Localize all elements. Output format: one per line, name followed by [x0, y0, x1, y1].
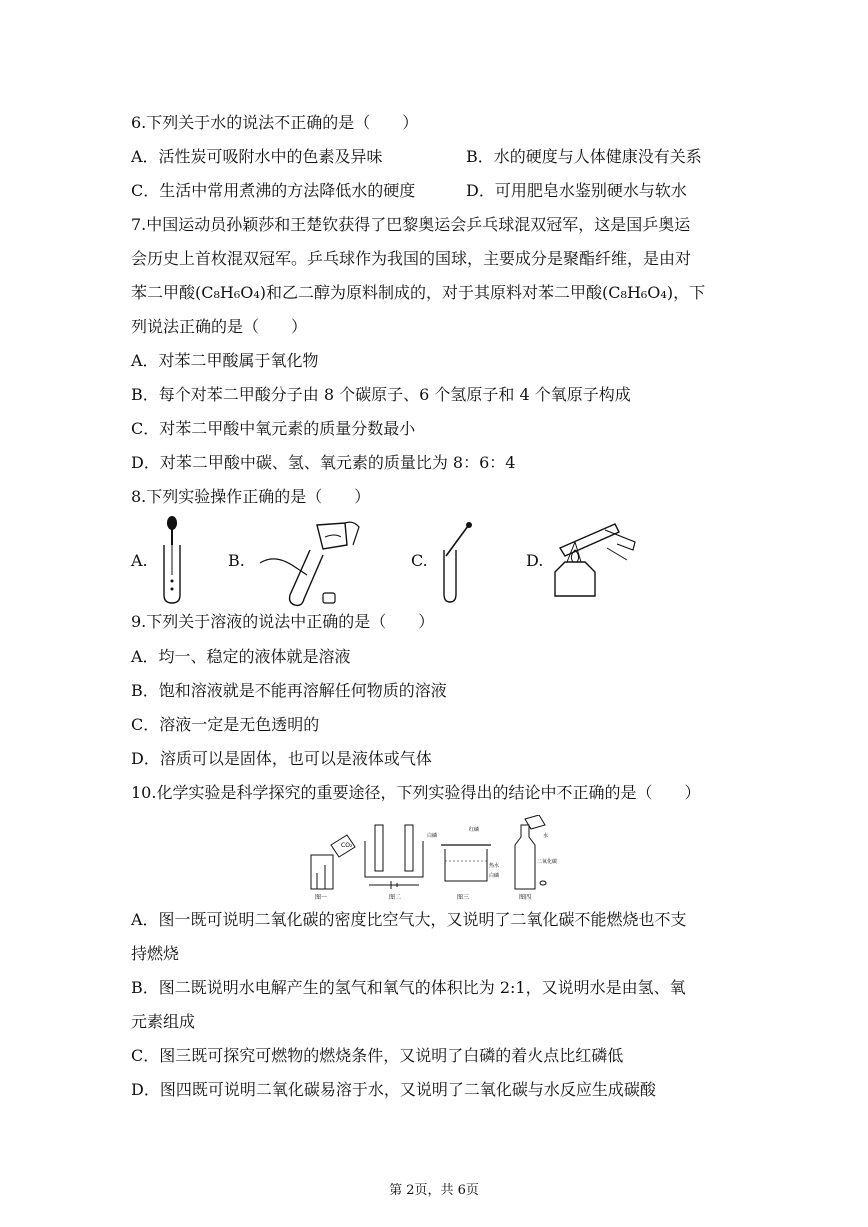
q10-option-d: D．图四既可说明二氧化碳易溶于水，又说明了二氧化碳与水反应生成碳酸	[131, 1080, 656, 1099]
q10-option-a-line-1: A．图一既可说明二氧化碳的密度比空气大，又说明了二氧化碳不能燃烧也不支	[131, 910, 687, 929]
figure-4-water-text: 水	[543, 833, 549, 839]
figure-2-label: 图二	[389, 894, 402, 901]
q7-option-d: D．对苯二甲酸中碳、氢、氧元素的质量比为 8：6：4	[131, 453, 516, 472]
figure-3-white-phosphorus-2: 白磷	[489, 873, 500, 879]
q9-option-d: D．溶质可以是固体，也可以是液体或气体	[131, 749, 432, 768]
figure-4-co2-text: 二氧化碳	[537, 859, 558, 865]
q9-option-c: C．溶液一定是无色透明的	[131, 715, 320, 734]
q10-option-b-line-2: 元素组成	[131, 1012, 196, 1031]
q10-option-a-line-2: 持燃烧	[131, 944, 180, 963]
q8-stem: 8.下列实验操作正确的是（ ）	[131, 487, 371, 506]
dropper-in-tube-figure	[152, 515, 192, 605]
q10-option-c: C．图三既可探究可燃物的燃烧条件，又说明了白磷的着火点比红磷低	[131, 1046, 624, 1065]
q6-option-a: A．活性炭可吸附水中的色素及异味	[131, 147, 383, 166]
page-footer: 第 2页，共 6页	[389, 1183, 479, 1198]
pouring-liquid-figure	[255, 515, 365, 610]
q10-option-b-line-1: B．图二既说明水电解产生的氢气和氧气的体积比为 2:1，又说明水是由氢、氧	[131, 978, 686, 997]
figure-3-white-phosphorus: 白磷	[427, 833, 438, 839]
q9-stem: 9.下列关于溶液的说法中正确的是（ ）	[131, 612, 435, 631]
figure-3-hot-water: 热水	[489, 863, 500, 869]
q7-option-b: B．每个对苯二甲酸分子由 8 个碳原子、6 个氢原子和 4 个氧原子构成	[131, 385, 631, 404]
figure-1-label: 图一	[315, 894, 328, 901]
q6-option-b: B．水的硬度与人体健康没有关系	[466, 147, 702, 166]
experiment-figures	[303, 815, 563, 903]
q7-stem-line-1: 7.中国运动员孙颖莎和王楚钦获得了巴黎奥运会乒乓球混双冠军，这是国乒奥运	[131, 215, 691, 234]
figure-3-red-phosphorus: 红磷	[469, 827, 480, 833]
q8-label-d: D.	[526, 551, 544, 570]
q6-option-c: C．生活中常用煮沸的方法降低水的硬度	[131, 181, 416, 200]
q8-label-c: C.	[411, 551, 428, 570]
heating-tube-figure	[545, 512, 645, 602]
q8-label-a: A.	[131, 551, 148, 570]
q9-option-a: A．均一、稳定的液体就是溶液	[131, 647, 351, 666]
q7-stem-line-3: 苯二甲酸(C₈H₆O₄)和乙二醇为原料制成的，对于其原料对苯二甲酸(C₈H₆O₄)，下	[131, 283, 706, 302]
q7-option-a: A．对苯二甲酸属于氧化物	[131, 351, 319, 370]
q10-stem: 10.化学实验是科学探究的重要途径，下列实验得出的结论中不正确的是（ ）	[131, 783, 701, 802]
figure-3-label: 图三	[457, 894, 470, 901]
figure-4-label: 图四	[519, 894, 532, 901]
figure-1-co2-text: CO₂	[341, 842, 353, 849]
q8-label-b: B.	[228, 551, 245, 570]
q7-stem-line-4: 列说法正确的是（ ）	[131, 317, 308, 336]
q6-stem: 6.下列关于水的说法不正确的是（ ）	[131, 113, 419, 132]
dropper-over-tube-figure	[432, 520, 482, 605]
figure-1-co2-pouring	[311, 835, 355, 901]
q7-stem-line-2: 会历史上首枚混双冠军。乒乓球作为我国的国球，主要成分是聚酯纤维，是由对	[131, 249, 692, 268]
q6-option-d: D．可用肥皂水鉴别硬水与软水	[466, 181, 687, 200]
figure-3-combustion	[427, 826, 499, 901]
q7-option-c: C．对苯二甲酸中氧元素的质量分数最小	[131, 419, 416, 438]
q9-option-b: B．饱和溶液就是不能再溶解任何物质的溶液	[131, 681, 447, 700]
figure-4-bottle	[515, 815, 557, 901]
figure-2-electrolysis	[365, 825, 423, 901]
